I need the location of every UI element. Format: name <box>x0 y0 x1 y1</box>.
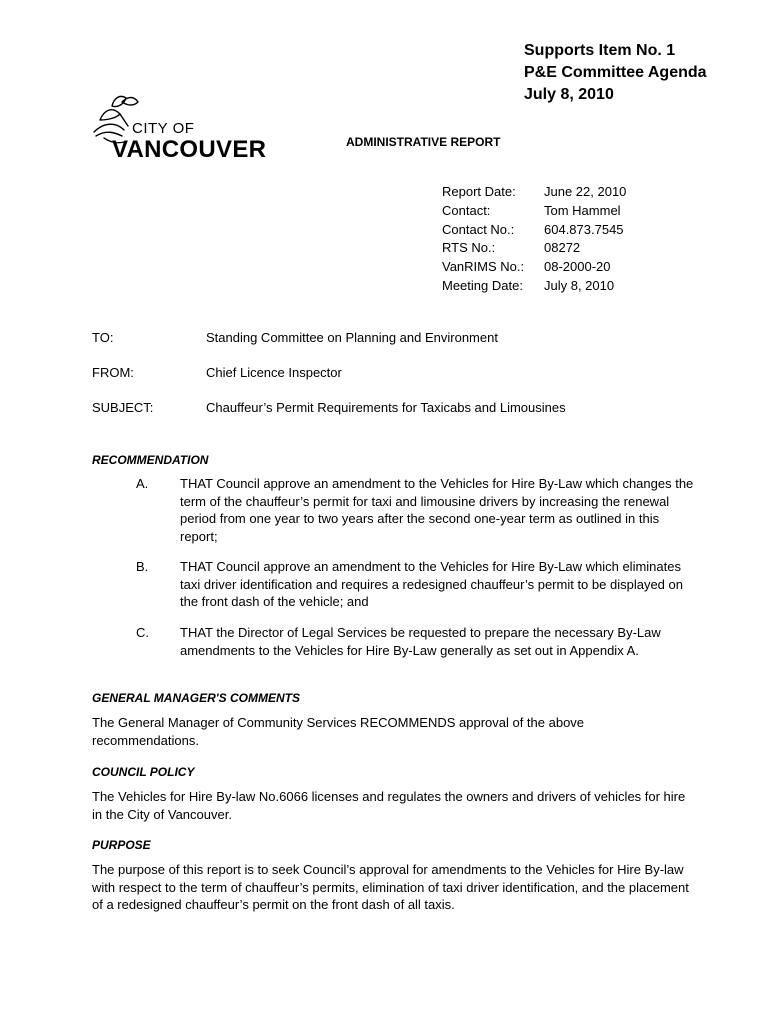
memo-to-row <box>92 330 498 345</box>
meta-row-vanrims-no <box>442 258 626 277</box>
item-letter: B. <box>136 559 149 574</box>
logo-vancouver-text: VANCOUVER <box>112 136 267 163</box>
meta-label: RTS No.: <box>442 240 496 256</box>
recommendation-heading: RECOMMENDATION <box>92 453 209 467</box>
to-label: TO: <box>92 330 114 345</box>
from-label: FROM: <box>92 365 134 380</box>
item-text: THAT Council approve an amendment to the Vehicles for Hire By-Law which changes the term of the chauffeur’s permit for taxi and limousine drivers by increasing the renewal period from one year to two years after the second one-year term as outlined in this report; <box>180 476 694 544</box>
meta-row-meeting-date <box>442 277 626 296</box>
meta-value: June 22, 2010 <box>544 184 627 199</box>
recommendation-item-b <box>136 558 696 611</box>
from-value: Chief Licence Inspector <box>206 365 342 380</box>
supports-item-line: Supports Item No. 1 <box>524 42 676 59</box>
recommendation-item-a <box>136 475 696 545</box>
subject-value: Chauffeur’s Permit Requirements for Taxicabs and Limousines <box>206 400 566 415</box>
meta-value: 08-2000-20 <box>544 259 611 275</box>
agenda-reference <box>524 40 707 106</box>
meta-row-contact <box>442 202 626 221</box>
agenda-date-line: July 8, 2010 <box>524 86 614 103</box>
meta-label: Contact: <box>442 202 491 218</box>
report-meta-table <box>442 183 626 296</box>
gm-comments-text: The General Manager of Community Services RECOMMENDS approval of the above recommendations. <box>92 715 585 748</box>
meta-row-report-date <box>442 183 626 202</box>
memo-subject-row <box>92 400 566 415</box>
meta-value: 08272 <box>544 240 581 256</box>
gm-comments-heading: GENERAL MANAGER'S COMMENTS <box>92 691 300 705</box>
recommendation-item-c <box>136 624 696 659</box>
memo-from-row <box>92 365 342 380</box>
meta-label: Contact No.: <box>442 221 515 237</box>
purpose-heading: PURPOSE <box>92 838 151 852</box>
committee-agenda-line: P&E Committee Agenda <box>524 64 707 81</box>
meta-row-contact-no <box>442 221 626 240</box>
item-text: THAT the Director of Legal Services be requested to prepare the necessary By-Law amendments to the Vehicles for Hire By-Law generally as set out in Appendix A. <box>180 625 661 658</box>
meta-value: 604.873.7545 <box>544 221 624 237</box>
meta-row-rts-no <box>442 239 626 258</box>
logo-city-of-text: CITY OF <box>132 120 195 137</box>
meta-label: VanRIMS No.: <box>442 259 525 275</box>
item-letter: A. <box>136 476 149 491</box>
meta-label: Meeting Date: <box>442 277 523 293</box>
subject-label: SUBJECT: <box>92 400 154 415</box>
item-text: THAT Council approve an amendment to the Vehicles for Hire By-Law which eliminates taxi driver identification and requires a redesigned chauffeur’s permit to be displayed on the front dash of the vehicle; and <box>180 559 683 609</box>
meta-value: Tom Hammel <box>544 202 621 218</box>
report-type-title: ADMINISTRATIVE REPORT <box>346 135 501 149</box>
council-policy-heading: COUNCIL POLICY <box>92 765 195 779</box>
item-letter: C. <box>136 625 149 640</box>
meta-label: Report Date: <box>442 184 516 199</box>
council-policy-text: The Vehicles for Hire By-law No.6066 licenses and regulates the owners and drivers of vehicles for hire in the City of Vancouver. <box>92 789 686 822</box>
meta-value: July 8, 2010 <box>544 277 615 293</box>
purpose-text: The purpose of this report is to seek Council’s approval for amendments to the Vehicles for Hire By-law with respect to the term of chauffeur’s permits, elimination of taxi driver identification, and the placement of a redesigned chauffeur’s permit on the front dash of all taxis. <box>92 862 689 912</box>
to-value: Standing Committee on Planning and Environment <box>206 330 498 345</box>
